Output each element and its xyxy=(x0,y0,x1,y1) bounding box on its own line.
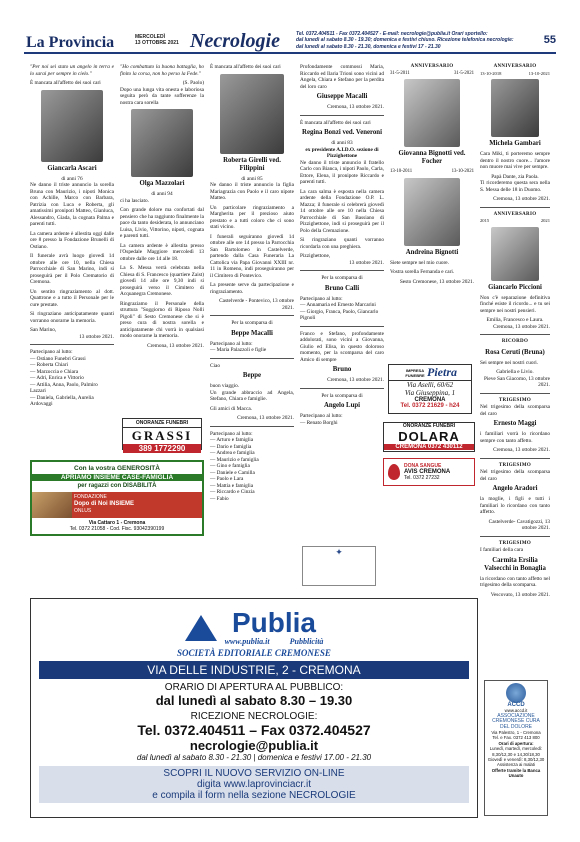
participants-title: Partecipano al lutto: xyxy=(210,340,253,347)
blood-drop-icon xyxy=(388,464,400,480)
text: buon viaggio. xyxy=(210,383,240,389)
divider xyxy=(210,358,294,359)
divider xyxy=(480,536,550,537)
divider xyxy=(210,315,294,316)
deceased-name: Giuseppe Macalli xyxy=(316,93,368,100)
participant: — Marzoccia e Chiara xyxy=(30,368,79,375)
age: di anni 85 xyxy=(241,175,263,182)
accd-logo-icon xyxy=(506,683,526,703)
date: Vescovato, 13 ottobre 2021. xyxy=(490,591,550,598)
email[interactable]: necrologie@publia.it xyxy=(189,738,319,753)
text: Cara Miki, ti porteremo sempre dentro il nostro cuore... l'amore non muore mai vive per sempre. xyxy=(480,151,550,170)
text: Si ringraziano quanti vorranno ricordarla con una preghiera. xyxy=(300,237,384,250)
deceased-name: Giancarla Ascari xyxy=(47,164,97,172)
participants-title: Partecipano al lutto: xyxy=(30,349,73,355)
anniversary-label: TRIGESIMO xyxy=(498,462,532,468)
deceased-name: Ernesto Maggi xyxy=(493,420,537,427)
deceased-name: Bruno xyxy=(332,366,352,373)
phones[interactable]: Tel. 0372.404511 – Fax 0372.404527 xyxy=(137,722,371,738)
text: ci ha lasciato. xyxy=(120,197,149,204)
deceased-name: Angelo Lupi xyxy=(323,402,361,409)
portrait-photo xyxy=(220,74,284,154)
age: di anni 83 xyxy=(331,140,353,146)
text: Per la scomparsa di xyxy=(231,320,273,326)
society: SOCIETÀ EDITORIALE CREMONESE xyxy=(177,648,331,658)
participant: — Daniele e Camilla xyxy=(210,469,255,476)
portrait-photo xyxy=(404,79,460,147)
text: Ne danno il triste annuncio il fratello Carlo con Bianca, i nipoti Paolo, Carla, Ettore, Elena, il pronipote Riccardo e parenti tutti. xyxy=(300,159,384,185)
divider xyxy=(480,393,550,394)
participant: — Fabio xyxy=(210,495,229,502)
house-icon xyxy=(32,492,72,518)
digita-site[interactable]: digita www.laprovinciacr.it xyxy=(197,779,311,790)
text: Un particolare ringraziamento a Margherita per il prezioso aiuto prestato e a tutti coloro che ci sono stati vicino. xyxy=(210,204,294,230)
publia-address: VIA DELLE INDUSTRIE, 2 - CREMONA xyxy=(39,661,469,679)
anniversary-label: ANNIVERSARIO xyxy=(493,211,537,217)
date: Cremona, 13 ottobre 2021. xyxy=(327,104,384,110)
publia-tagline: Pubblicità xyxy=(289,637,324,646)
text: Si ringraziano anticipatamente quanti vorranno onorarne la memoria. xyxy=(30,311,114,324)
date: Cremona, 13 ottobre 2021. xyxy=(327,377,384,383)
divider xyxy=(300,388,384,389)
text: La camera ardente è allestita presso l'Ospedale Maggiore mercoledì 13 ottobre dalle ore 14 alle 18. xyxy=(120,242,204,262)
reception-hours: dal lunedì al sabato 8.30 - 21.30 | domenica e festivi 17.00 - 21.30 xyxy=(136,753,372,762)
text: È mancata all'affetto dei suoi cari xyxy=(30,80,101,86)
anniversary-label: TRIGESIMO xyxy=(498,397,532,403)
portrait-photo xyxy=(491,227,539,281)
text: Con grande dolore ma confortati dal pensiero che ha raggiunto finalmente la pace da tanto desiderata, lo annunciano Luisa, Livio, Vittorino, nipoti, cognata e parenti tutti. xyxy=(120,207,204,239)
text: i familiari vorrà lo ricordano sempre con tanto affetto. xyxy=(480,431,550,444)
anniversary-label: ANNIVERSARIO xyxy=(493,64,537,69)
text: Nel trigesimo della scomparsa del caro xyxy=(480,404,550,417)
date: Cremona, 13 ottobre 2021. xyxy=(147,342,204,349)
text: Gli amici di Macca. xyxy=(210,405,253,412)
dolara-ad[interactable]: ONORANZE FUNEBRI DOLARA CREMONA 0372 430112 xyxy=(383,422,475,452)
column-2 xyxy=(120,64,204,454)
dove-icon: ✦ xyxy=(335,547,343,557)
divider xyxy=(300,326,384,327)
portrait-photo xyxy=(131,109,193,177)
publia-site[interactable]: www.publia.it xyxy=(224,637,270,646)
column-5 xyxy=(390,64,474,356)
text: La S. Messa verrà celebrata nella Chiesa di S. Francesco (quartiere Zaist) giovedì 14 alle ore 9,30 indi si proseguirà verso il Cimitero di Acquanegra Cremonese. xyxy=(120,265,204,297)
divider xyxy=(210,426,294,427)
date: Castelverde- Cavatigozzi, 13 ottobre 2021. xyxy=(488,518,550,531)
text: Profondamente commossi Maria, Riccardo ed Ilaria Trioni sono vicini ad Angela, Chiara e Stefano per la perdita del loro caro xyxy=(300,64,384,90)
divider xyxy=(480,207,550,208)
veroni-ad[interactable] xyxy=(302,546,376,586)
participants-title: Partecipano al lutto: xyxy=(300,413,343,419)
divider xyxy=(480,458,550,459)
deceased-name: Carmita Ersilia Valsecchi in Bonaglia xyxy=(484,556,546,572)
section-title: Necrologie xyxy=(190,30,280,52)
participant: — Adri, Enrica e Vittorio xyxy=(30,375,84,381)
compila: e compila il form nella sezione NECROLOGIE xyxy=(152,790,356,801)
dates: 13-10-2011 13-10-2021 xyxy=(390,169,474,174)
text: I familiari della cara xyxy=(480,547,524,553)
text: Ciao xyxy=(210,362,221,369)
publia-logo-icon xyxy=(185,615,217,641)
participant: — Renato Borghi xyxy=(300,419,338,426)
participant: — Riccardo e Cinzia xyxy=(210,489,255,495)
deceased-name: Angelo Aradori xyxy=(492,485,538,492)
participant: — Maria Palazzoli e figlie xyxy=(210,347,267,353)
dates: 13-10-2018 13-10-2021 xyxy=(480,70,550,76)
avis-ad[interactable]: DONA SANGUE AVIS CREMONA Tel. 0372 27232 xyxy=(383,458,475,486)
text: È mancata all'affetto dei suoi cari xyxy=(300,119,371,126)
deceased-name: Giancarlo Piccioni xyxy=(488,283,542,291)
text: Dopo una lunga vita onesta e laboriosa seguita però da tante sofferenze la nostra cara sorella xyxy=(120,86,204,106)
anniversary-label: TRIGESIMO xyxy=(498,540,532,546)
date: Cremona, 13 ottobre 2021. xyxy=(237,415,294,421)
participant: — Arturo e famiglia xyxy=(210,437,254,443)
quote: "Ho combattuto la buona battaglia, ho finito la corsa, non ho perso la Fede." xyxy=(120,64,204,77)
age: di anni 94 xyxy=(151,191,173,197)
text: Ti ricorderemo questa sera nella S. Messa delle 18 in Duomo. xyxy=(480,180,550,193)
deceased-name: Beppe Macalli xyxy=(231,329,273,337)
participant: — Mattia e famiglia xyxy=(210,482,254,489)
participant: — Paolo e Lara xyxy=(210,476,244,482)
grassi-ad[interactable]: ONORANZE FUNEBRI GRASSI 389 1772290 xyxy=(122,418,202,450)
text: Vostra sorella Fernanda e cari. xyxy=(390,269,455,275)
date: Sesto Cremonese, 13 ottobre 2021. xyxy=(399,278,474,285)
accd-ad[interactable]: ACCD www.accd.it ASSOCIAZIONE CREMONESE CURA DEL DOLORE Via Palestro, 1 - Cremona Tel. e Fax. 0372 413 800 Orari di apertura: Lunedì, martedì, mercoledì: 8,30/12,30 e 14,30/18,30 Giovedì e venerdì: 8,30/12,30 Assistenza ai malati Offerte tramite la Banca Unauto xyxy=(484,680,548,816)
deceased-name: Michela Gambari xyxy=(489,140,541,147)
participants-title: Partecipano al lutto: xyxy=(210,430,253,437)
hours: dal lunedì al sabato 8.30 – 19.30 xyxy=(155,693,353,708)
anniversary-label: RICORDO xyxy=(501,339,529,344)
date: 13 ottobre 2021. xyxy=(349,259,384,266)
text: Franco e Stefano, profondamente addolorati, sono vicini a Giovanna, Giulio ed Elisa, in questo doloroso momento, per la scomparsa del caro Amico di sempre xyxy=(300,330,384,363)
text: Sei sempre nei nostri cuori. xyxy=(480,359,539,366)
pietra-ad[interactable]: IMPRESA FUNEBRE Pietra Via Aselli, 60/62 Via Giuseppina, 1 CREMONA Tel. 0372 21629 - h24 xyxy=(388,364,472,414)
newspaper-brand[interactable]: La Provincia xyxy=(26,34,115,51)
text: I funerali seguiranno giovedì 14 ottobre alle ore 14 presso la Parrocchia San Bartolomeo in Castelverde, partendo dalla Casa Funeraria La Cattolica via Papa Giovanni XXIII nr. 11 in Romeno, indi proseguiranno per il Cimitero di Pontevico. xyxy=(210,233,294,279)
text: Siete sempre nel mio cuore. xyxy=(390,259,449,266)
anniversary-label: ANNIVERSARIO xyxy=(410,64,454,69)
text: la moglie, i figli e tutti i familiari lo ricordano con tanto affetto. xyxy=(480,496,550,515)
deceased-name: Roberta Girelli ved. Filippini xyxy=(223,156,281,172)
participant: — Ostiano Funebri Grassi xyxy=(30,355,86,362)
hours-title: ORARIO DI APERTURA AL PUBBLICO: xyxy=(164,682,344,693)
quote-source: (S. Paolo) xyxy=(182,80,204,86)
text: La camera ardente è allestita oggi dalle ore 8 presso la Fondazione Brunelli di Ostiano. xyxy=(30,230,114,250)
page-number: 55 xyxy=(543,34,556,46)
column-6 xyxy=(480,64,550,598)
text: Per la scomparsa di xyxy=(321,392,363,399)
text: Ne danno il triste annuncio la sorella Bruna con Maurizio, i nipoti Monica con Achille, Marco con Barbara, Patrizia con Luca e Roberta, gli amatissimi pronipoti Matteo, Gianluca, Alessandro, Giada, la cognata Palma e parenti tutti. xyxy=(30,182,114,227)
date: Cremona, 13 ottobre 2021. xyxy=(493,196,550,202)
deceased-name: Rosa Ceruti (Bruna) xyxy=(485,348,545,356)
text: La presente serve da partecipazione e ringraziamento. xyxy=(210,282,294,295)
date: 13 ottobre 2021. xyxy=(79,333,114,340)
dates: 31-5-2011 31-5-2021 xyxy=(390,70,474,76)
text: Non c'è separazione definitiva finché esiste il ricordo... e tu sei sempre nei nostri pensieri. xyxy=(480,294,550,314)
portrait-photo xyxy=(491,79,539,137)
age: di anni 76 xyxy=(61,175,83,182)
text: Papà Dante, zia Paola. xyxy=(491,173,539,180)
column-4 xyxy=(300,64,384,542)
participant: — Annamaria ed Ernesto Marcarini xyxy=(300,302,376,308)
text: Per la scomparsa di xyxy=(321,275,363,281)
portrait-photo xyxy=(41,90,103,162)
text: la ricordano con tanto affetto nel trigesimo della scomparsa. xyxy=(480,575,550,588)
text: Ringraziamo il Personale della struttura "Soggiorno di Riposo Nolli Pigoli" di Sesto Cremonese che si è preso cura di nostra sorella e anticipatamente chi vorrà in qualsiasi modo onorarne la memoria. xyxy=(120,300,204,339)
quote: "Per noi sei stato un angelo in terra e lo sarai per sempre in cielo." xyxy=(30,64,114,77)
divider xyxy=(30,344,114,345)
generosita-ad[interactable]: Con la vostra GENEROSITÀ APRIAMO INSIEME CASE-FAMIGLIA per ragazzi con DISABILITÀ FONDAZIONE Dopo di Noi INSIEME ONLUS Via Cattaro 1 - Cremona Tel. 0372 21058 - Cod. Fisc. 93042390199 xyxy=(30,460,204,536)
text: È mancata all'affetto dei suoi cari xyxy=(210,64,281,70)
divider xyxy=(300,270,384,271)
deceased-name: Regina Bonzi ved. Veneroni xyxy=(302,129,382,136)
issue-date: MERCOLEDÌ 13 OTTOBRE 2021 xyxy=(135,34,179,46)
date: Castelverde - Pontevico, 13 ottobre 2021. xyxy=(219,298,294,311)
participant: — Gino e famiglia xyxy=(210,463,250,469)
publia-ad xyxy=(30,598,478,818)
divider xyxy=(480,334,550,335)
participant: — Roberta Chiari xyxy=(30,362,68,368)
publia-brand: Publia xyxy=(231,607,316,638)
participant: — Dario e famiglia xyxy=(210,443,252,450)
text: Ne danno il triste annuncio la figlia Mariagrazia con Paolo e il caro nipote Matteo. xyxy=(210,182,294,201)
participant: — Daniela, Gabriella, Aurelia Ardovaggi xyxy=(30,394,94,407)
date: Cremona, 13 ottobre 2021. xyxy=(493,323,550,330)
participant: — Giorgio, Franca, Paolo, Giancarlo Pignoli xyxy=(300,308,379,321)
foundation-logo: FONDAZIONE Dopo di Noi INSIEME ONLUS xyxy=(72,492,202,518)
deceased-name: Bruno Calli xyxy=(324,284,360,292)
text: Un grande abbraccio ad Angela, Stefano, Chiara e famiglie. xyxy=(210,389,294,402)
participant: — Maurizio e famiglia xyxy=(210,456,259,463)
deceased-name: Olga Mazzolari xyxy=(139,180,185,187)
text: ex presidente A.I.D.O. sezione di Pizzighettone xyxy=(305,146,379,159)
dates: 2015 2021 xyxy=(480,218,550,223)
text: Gabriella e Livio. xyxy=(496,369,534,375)
place: San Marino, xyxy=(30,327,57,333)
deceased-name: Giovanna Bignotti ved. Focher xyxy=(398,150,466,165)
text: La cara salma è esposta nella camera ardente della Fondazione O.P. L. Mazza; il funerale si celebrerà giovedì 14 ottobre alle ore 10 nella Chiesa Parrocchiale di San Bassiano di Pizzighettone, indi si proseguirà per il Polo della Cremazione. xyxy=(300,188,384,234)
participants-title: Partecipano al lutto: xyxy=(300,295,343,302)
text: Un sentito ringraziamento al dott. Quattrone e a tutto il Personale per le cure prestate. xyxy=(30,288,114,308)
text: Nel trigesimo della scomparsa del caro xyxy=(480,469,550,482)
discover: SCOPRI IL NUOVO SERVIZIO ON-LINE xyxy=(163,768,345,779)
reception-title: RICEZIONE NECROLOGIE: xyxy=(190,711,318,722)
header-contact: Tel. 0372.404511 - Fax 0372.404527 - E-mail: necrologie@publia.it Orari sportello: dal lunedì al sabato 8.30 - 19.30; domenica e festivi chiuso. Ricezione telefonica necrologie: dal lunedì al sabato 8.30 - 21.30, domenica e festivi 17 - 21.30 xyxy=(296,31,514,50)
deceased-name: Andreina Bignotti xyxy=(405,248,459,256)
date: Cremona, 13 ottobre 2021. xyxy=(493,447,550,453)
date: Pieve San Giacomo, 13 ottobre 2021. xyxy=(483,375,550,388)
column-3 xyxy=(210,64,294,544)
place: Pizzighettone, xyxy=(300,253,331,259)
participant: — Attilia, Anna, Paolo, Palmiro Lazzari xyxy=(30,381,98,394)
text: Emilia, Francesco e Laura. xyxy=(486,317,544,323)
portrait-photo xyxy=(404,178,460,246)
text: Il funerale avrà luogo giovedì 14 ottobre alle ore 10, nella Chiesa Parrocchiale di San Marino, indi si proseguirà per il Polo Crematorio di Cremona. xyxy=(30,253,114,285)
deceased-name: Beppe xyxy=(242,372,262,379)
participant: — Andrea e famiglia xyxy=(210,450,255,456)
divider xyxy=(300,115,384,116)
masthead xyxy=(24,28,556,54)
